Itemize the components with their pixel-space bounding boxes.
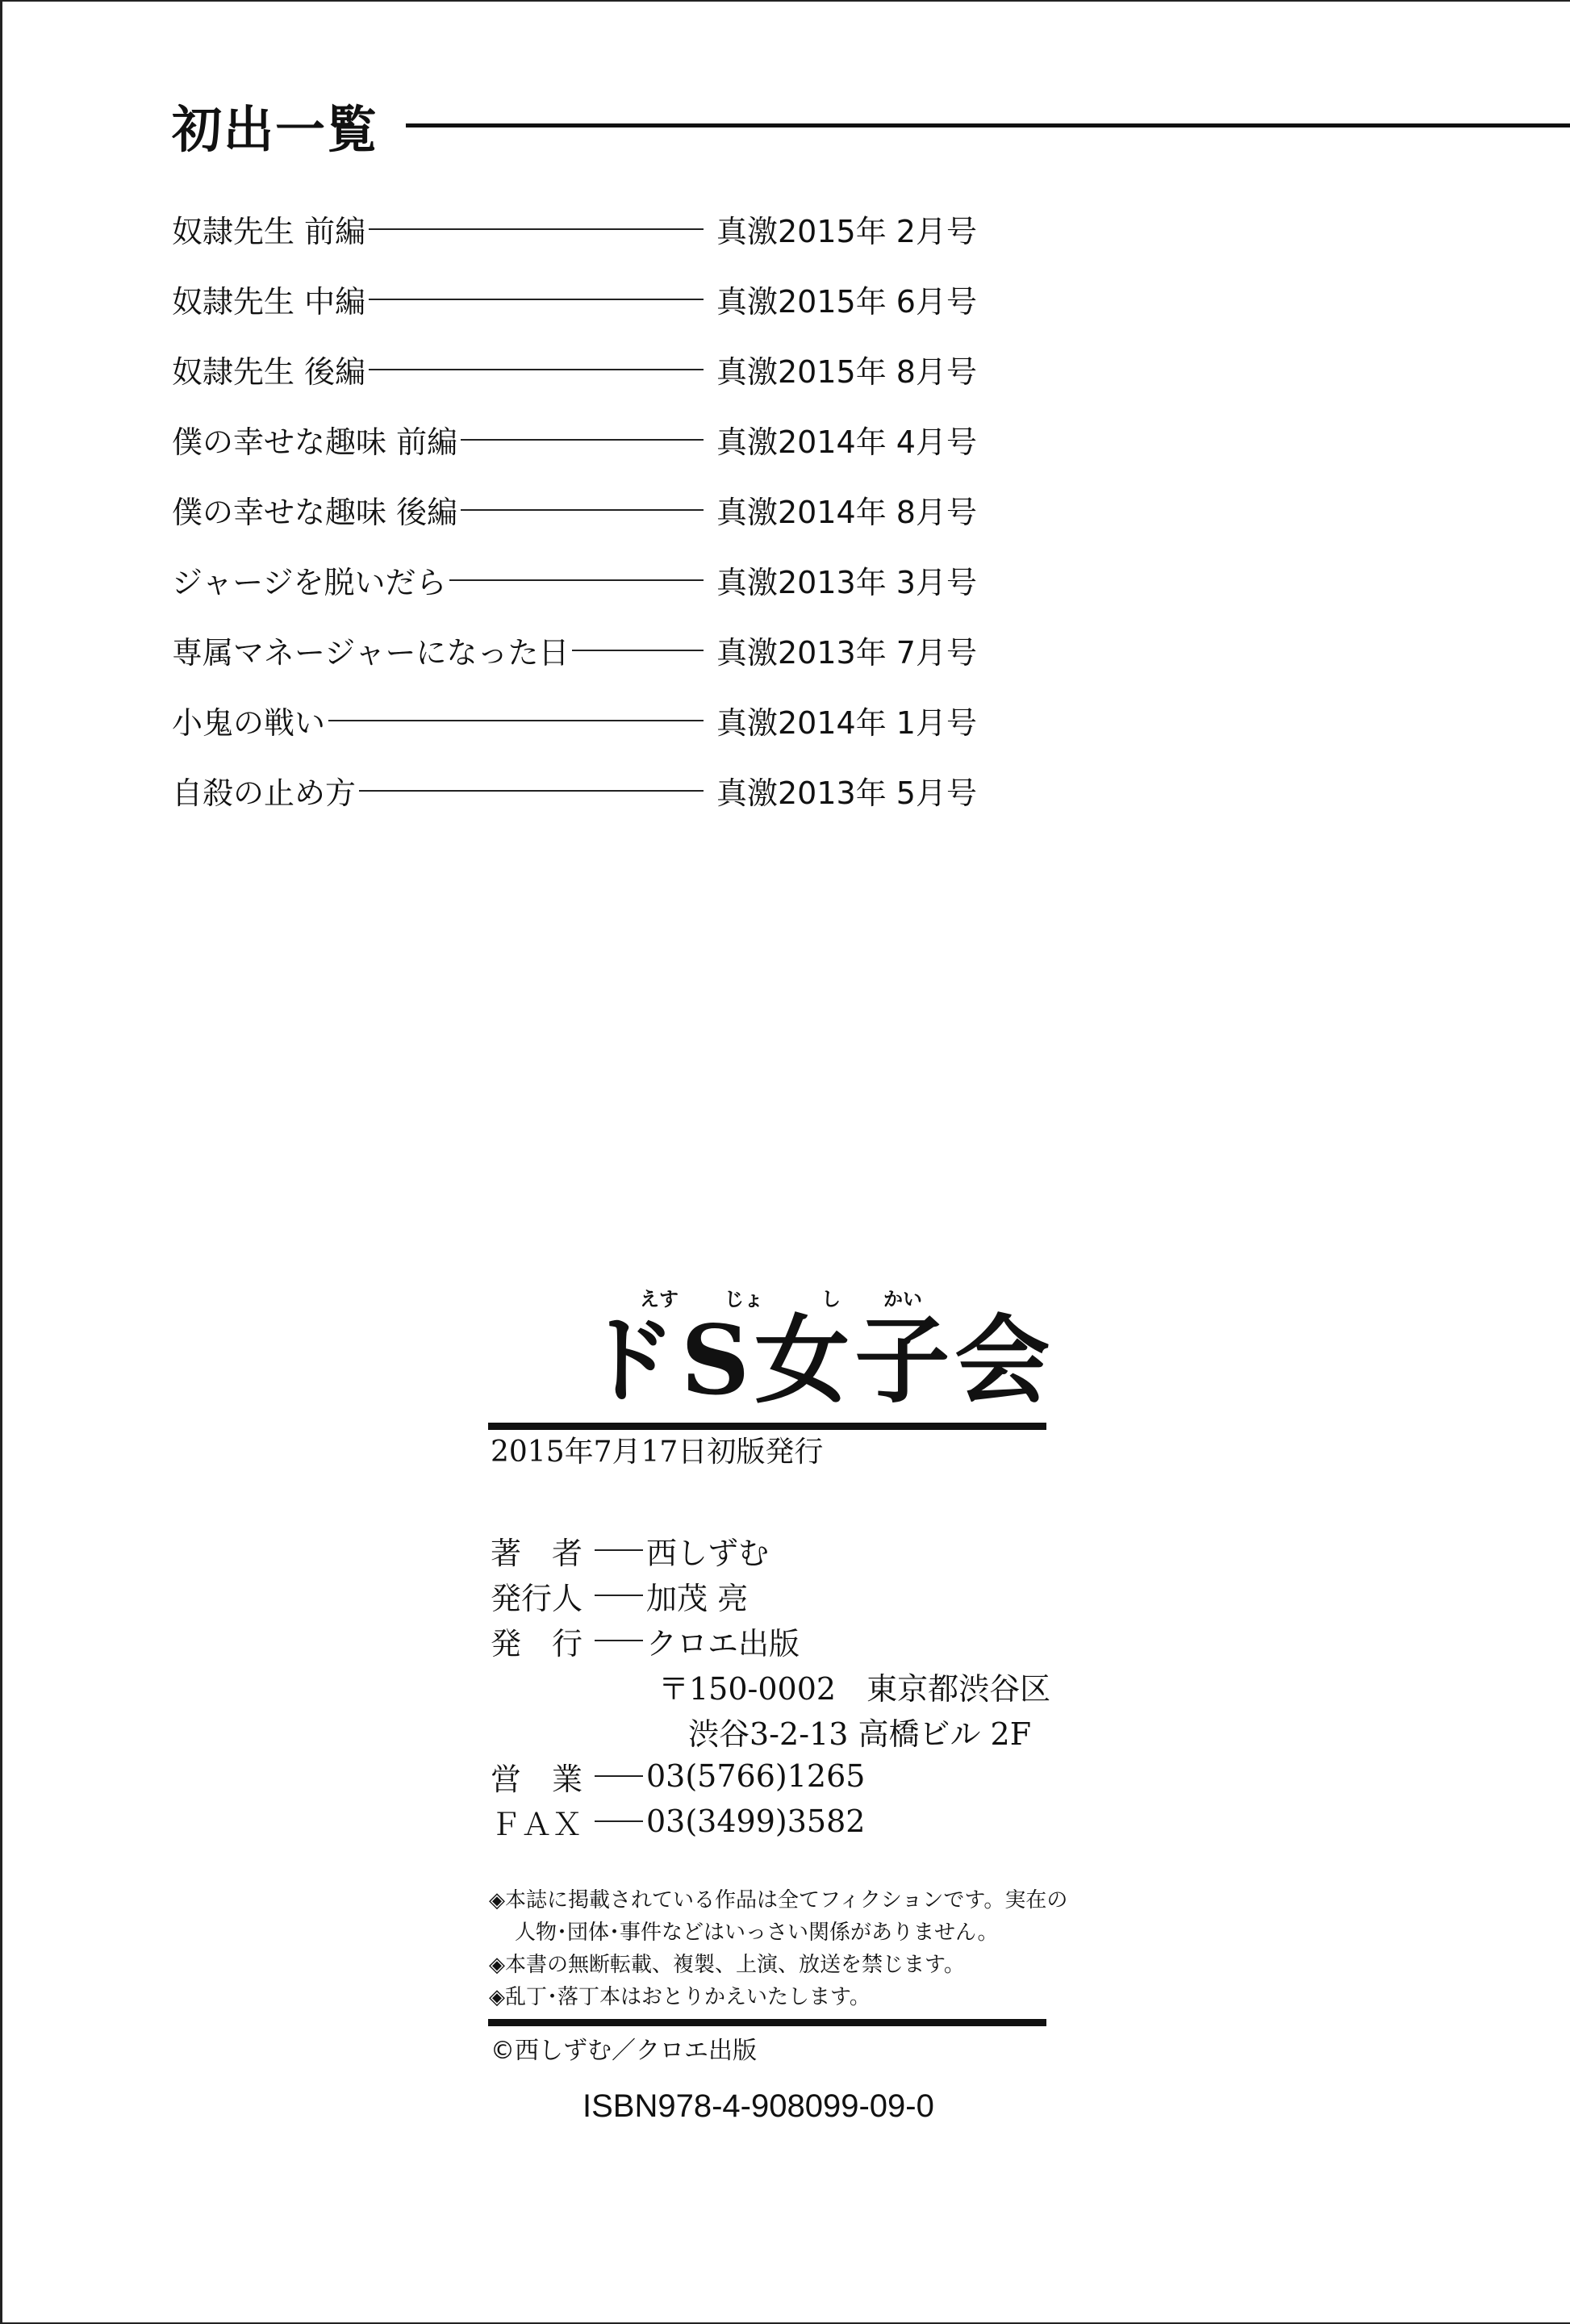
book-title: ドS女子会	[581, 1304, 1055, 1416]
heading-rule	[406, 123, 1570, 127]
source-entry	[172, 545, 987, 615]
entry-leader-line	[572, 650, 704, 651]
entry-leader-line	[449, 579, 704, 581]
entry-source: 真激2015年 6月号	[716, 284, 977, 320]
source-entry	[172, 334, 987, 404]
address-line-1: 〒150-0002 東京都渋谷区	[658, 1670, 1051, 1707]
notice-replacement: ◈乱丁･落丁本はおとりかえいたします。	[489, 1984, 871, 2009]
copyright: ©西しずむ／クロエ出版	[491, 2037, 757, 2065]
credit-label: ＦＡＸ	[491, 1806, 583, 1842]
credit-value: 西しずむ	[646, 1535, 770, 1571]
entry-source: 真激2013年 7月号	[716, 635, 977, 671]
entry-title: 自殺の止め方	[172, 775, 357, 811]
entry-title: ジャージを脱いだら	[172, 565, 447, 600]
notice-reproduction: ◈本書の無断転載、複製、上演、放送を禁じます。	[489, 1952, 965, 1977]
credit-label: 営 業	[491, 1761, 583, 1797]
source-entry	[172, 264, 987, 334]
notice-fiction-cont: 人物･団体･事件などはいっさい関係がありません。	[515, 1920, 999, 1945]
entry-source: 真激2013年 3月号	[716, 565, 977, 600]
entry-title: 専属マネージャーになった日	[172, 635, 570, 671]
entry-source: 真激2015年 2月号	[716, 214, 977, 249]
isbn: ISBN978-4-908099-09-0	[582, 2088, 934, 2124]
entry-leader-line	[461, 439, 704, 441]
credit-author	[491, 1528, 1050, 1573]
source-list	[172, 194, 987, 826]
source-list-title: 初出一覧	[172, 99, 379, 159]
credit-label: 発行人	[491, 1580, 583, 1616]
entry-leader-line	[461, 509, 704, 511]
credit-publisher-person	[491, 1573, 1050, 1618]
credit-label: 著 者	[491, 1535, 583, 1571]
entry-leader-line	[328, 720, 704, 721]
entry-source: 真激2014年 8月号	[716, 495, 977, 530]
entry-title: 奴隷先生 中編	[172, 284, 366, 320]
edition-date: 2015年7月17日初版発行	[491, 1436, 824, 1469]
notice-fiction: ◈本誌に掲載されている作品は全てフィクションです。実在の	[489, 1887, 1068, 1912]
entry-source: 真激2013年 5月号	[716, 775, 977, 811]
credit-dash	[595, 1640, 643, 1641]
ruby-jo: じょ	[724, 1288, 763, 1310]
colophon-bottom-rule	[488, 2019, 1046, 2026]
credit-dash	[595, 1549, 643, 1551]
credit-publisher	[491, 1618, 1050, 1663]
address-line-2: 渋谷3-2-13 高橋ビル 2F	[688, 1716, 1032, 1752]
source-entry	[172, 615, 987, 685]
source-list-heading	[172, 89, 1570, 161]
credit-value: 03(3499)3582	[646, 1804, 866, 1839]
source-entry	[172, 755, 987, 826]
entry-source: 真激2014年 4月号	[716, 424, 977, 460]
colophon-top-rule	[488, 1423, 1046, 1430]
entry-title: 僕の幸せな趣味 後編	[172, 495, 458, 530]
entry-title: 小鬼の戦い	[172, 705, 326, 741]
source-entry	[172, 194, 987, 264]
source-entry	[172, 685, 987, 755]
entry-leader-line	[369, 369, 704, 370]
book-title-block	[488, 1283, 1055, 1424]
ruby-e-su: えす	[640, 1288, 679, 1310]
entry-source: 真激2014年 1月号	[716, 705, 977, 741]
credit-sales	[491, 1753, 1050, 1799]
credit-fax	[491, 1799, 1050, 1844]
entry-source: 真激2015年 8月号	[716, 354, 977, 390]
entry-title: 奴隷先生 後編	[172, 354, 366, 390]
ruby-shi: し	[821, 1288, 841, 1310]
credit-value: クロエ出版	[646, 1625, 800, 1661]
ruby-kai: かい	[883, 1288, 922, 1310]
source-entry	[172, 474, 987, 545]
credit-dash	[595, 1820, 643, 1822]
entry-title: 僕の幸せな趣味 前編	[172, 424, 458, 460]
credit-value: 03(5766)1265	[646, 1758, 866, 1794]
entry-leader-line	[359, 790, 704, 792]
entry-leader-line	[369, 228, 704, 230]
notices	[489, 1882, 1067, 2011]
credit-label: 発 行	[491, 1625, 583, 1661]
credit-dash	[595, 1775, 643, 1777]
credit-value: 加茂 亮	[646, 1580, 749, 1616]
credit-dash	[595, 1595, 643, 1596]
entry-title: 奴隷先生 前編	[172, 214, 366, 249]
entry-leader-line	[369, 299, 704, 300]
credits	[491, 1528, 1050, 1844]
source-entry	[172, 404, 987, 474]
